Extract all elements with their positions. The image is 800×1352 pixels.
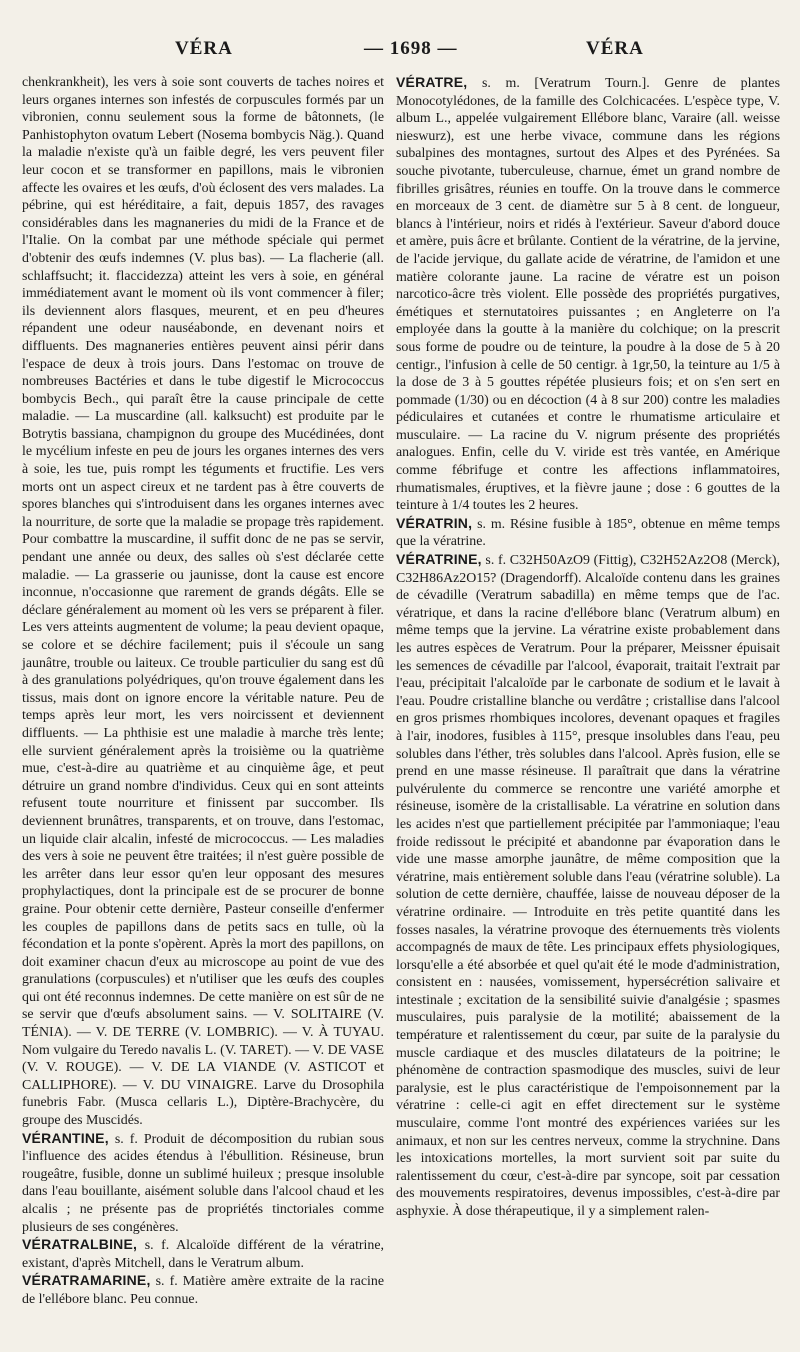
headword: VÉRATRIN, <box>396 514 473 531</box>
entry-veratre <box>396 74 780 515</box>
entry-veratrin <box>396 515 780 551</box>
running-header <box>20 38 782 64</box>
header-left-word: VÉRA <box>175 38 233 59</box>
entry-body: s. f. Matière amère extraite de la racine de l'ellébore blanc. Peu connue. <box>22 1274 384 1307</box>
headword: VÉRATRALBINE, <box>22 1236 138 1253</box>
headword: VÉRATRAMARINE, <box>22 1272 151 1289</box>
entry-continuation: chenkrankheit), les vers à soie sont couverts de taches noires et leurs organes internes son infestés de corpuscules formés par un vibronien, connu seulement sous la forme de bâtonnets, (le Panhistophyton ovatum Lebert (Nosema bombycis Näg.). Quand la maladie n'existe qu'à un faible degré, les vers peuvent filer leur cocon et se transformer en papillons, mais le vibronien affecte les ovaires et les œufs, d'où éclosent des vers malades. La pébrine, qui est héréditaire, a fait, depuis 1857, des ravages considérables dans les magnaneries du midi de la France et de l'Italie. On la combat par une méthode spéciale qui permet d'obtenir des œufs indemnes (V. plus bas). — La flacherie (all. schlaffsucht; it. flaccidezza) atteint les vers à soie, en général immédiatement avant le moment où ils vont commencer à filer; ils deviennent alors flasques, meurent, et en peu d'heures répandent une odeur nauséabonde, en devenant noirs et diffluents. Des magnaneries entières peuvent ainsi périr dans l'espace de deux à trois jours. Dans l'estomac on trouve de nombreuses Bactéries et dans le tube digestif le Micrococcus bombycis Bech., qui paraît être la cause principale de cette maladie. — La muscardine (all. kalksucht) est produite par le Botrytis bassiana, champignon du groupe des Mucédinées, dont le mycélium infeste en peu de jours les organes internes des vers à soie, les tue, puis rompt les téguments et fructifie. Les vers morts ont un aspect cireux et ne tardent pas à être couverts de spores blanches qui s'introduisent dans les organes internes avec la nourriture, de sorte que la maladie se propage très rapidement. Pour combattre la muscardine, il suffit donc de ne pas se servir, pendant une année ou deux, des salles où s'est déclarée cette maladie. — La grasserie ou jaunisse, dont la cause est encore inconnue, n'occasionne que rarement de grands dégâts. Elle se déclare généralement au moment où les vers se préparent à filer. Les vers atteints augmentent de volume; la peau devient opaque, se colore et se déchire facilement; puis il s'écoule un sang jaunâtre, trouble ou laiteux. Ce trouble particulier du sang est dû à des granulations polyédriques, qu'on trouve également dans les tissus, mais dont on ignore encore la véritable nature. Peu de temps après leur mort, les vers noircissent et deviennent diffluents. — La phthisie est une maladie à marche très lente; elle survient généralement après la troisième ou la quatrième mue, c'est-à-dire au quatrième et au cinquième âge, et peut détruire un grand nombre d'individus. Ceux qui en sont atteints refusent toute nourriture et finissent par succomber. Ils deviennent brunâtres, transparents, et on trouve, dans l'estomac, un liquide clair alcalin, infesté de micrococcus. — Les maladies des vers à soie ne peuvent être traitées; il n'est guère possible de les arrêter dans leur essor qu'en leur opposant des mesures prophylactiques, dont la principale est de se procurer de bonne graine. Pour obtenir cette dernière, Pasteur conseille d'enfermer les couples de papillons dans de petits sacs en tulle, où la fécondation et la ponte s'opèrent. Après la mort des papillons, on doit examiner chacun d'eux au microscope au point de vue des granulations (corpuscules) et n'utiliser que les œufs des couples qui ont été reconnus indemnes. De cette manière on est sûr de ne se servir que d'œufs absolument sains. — V. SOLITAIRE (V. TÉNIA). — V. DE TERRE (V. LOMBRIC). — V. À TUYAU. Nom vulgaire du Teredo navalis L. (V. TARET). — V. DE VASE (V. V. ROUGE). — V. DE LA VIANDE (V. ASTICOT et CALLIPHORE). — V. DU VINAIGRE. Larve du Drosophila funebris Fabr. (Musca cellaris L.), Diptère-Brachycère, du groupe des Muscidés. <box>22 75 384 1129</box>
entry-veratrine <box>396 551 780 1221</box>
headword: VÉRATRE, <box>396 74 468 90</box>
entry-body: s. f. Alcaloïde différent de la vératrine, existant, d'après Mitchell, dans le Veratrum album. <box>22 1238 384 1271</box>
headword: VÉRATRINE, <box>396 551 482 568</box>
column-divider <box>388 74 389 1314</box>
headword: VÉRANTINE, <box>22 1129 109 1146</box>
entry-body: s. m. [Veratrum Tourn.]. Genre de plantes Monocotylédones, de la famille des Colchicacées. L'espèce type, V. album L., appelée vulgairement Ellébore blanc, Varaire (all. weisse nieswurz), est une herbe vivace, commune dans les régions subalpines des montagnes, surtout des Alpes et des Pyrénées. Sa souche pivotante, tuberculeuse, charnue, émet un grand nombre de fibrilles grisâtres, réunies en touffe. On la trouve dans le commerce en morceaux de 3 cent. de diamètre sur 5 à 8 cent. de longueur, blancs à l'intérieur, noirs et ridés à l'extérieur. Saveur d'abord douce et amère, puis âcre et brûlante. Contient de la vératrine, de la jervine, de l'acide jervique, du gallate acide de vératrine, de l'amidon et une matière colorante jaune. La racine de vératre est un poison narcotico-âcre très violent. Elle possède des propriétés purgatives, émétiques et sternutatoires puissantes ; en Angleterre on l'a employée dans la goutte à la manière du colchique; on la prescrit sous forme de poudre ou de teinture, la poudre à la dose de 5 à 20 centigr., l'infusion à celle de 50 centigr. à 1gr,50, la teinture au 1/5 à la dose de 3 à 5 gouttes répétée plusieurs fois; et on s'en sert en pommade (1/30) ou en décoction (4 à 8 sur 200) contre les maladies pédiculaires et cutanées et contre le rhumatisme articulaire et musculaire. — La racine du V. nigrum présente des propriétés analogues. Enfin, celle du V. viride est très vantée, en Amérique comme fébrifuge et contre les affections inflammatoires, rhumatismales, éruptives, et la fièvre jaune ; dose : 6 gouttes de la teinture à 1/4 toutes les 2 heures. <box>396 76 780 514</box>
header-right-word: VÉRA <box>586 38 644 59</box>
left-column <box>22 74 384 1309</box>
entry-verantine <box>22 1130 384 1237</box>
entry-veratramarine <box>22 1272 384 1308</box>
entry-body: s. m. Résine fusible à 185°, obtenue en même temps que la vératrine. <box>396 516 780 550</box>
entry-body: s. f. Produit de décomposition du rubian sous l'influence des acides étendus à l'ébullition. Résineuse, brun rougeâtre, fusible, donne un sublimé huileux ; presque insoluble dans l'eau bouillante, aisément soluble dans l'alcool chaud et les alcalis ; ne présente pas de propriétés tinctoriales comme plusieurs de ses congénères. <box>22 1131 384 1235</box>
page-number: — 1698 — <box>364 38 458 59</box>
entry-body: s. f. C32H50AzO9 (Fittig), C32H52Az2O8 (Merck), C32H86Az2O15? (Dragendorff). Alcaloïde contenu dans les graines de cévadille (Veratrum sabadilla) en même temps que de l'ac. vératrique, et dans la racine d'ellébore blanc (Veratrum album) en même temps que la jervine. La vératrine existe probablement dans les autres espèces de Veratrum. Pour la préparer, Meissner épuisait les semences de cévadille par l'alcool, évaporait, traitait l'extrait par l'eau, précipitait l'alcaloïde par le carbonate de sodium et le lavait à l'eau. Poudre cristalline blanche ou verdâtre ; cristallise dans l'alcool en gros prismes rhombiques incolores, devenant opaques et fragiles à l'air, inodores, fusibles à 115°, presque insolubles dans l'eau, peu solubles dans l'éther, très solubles dans l'alcool. Après fusion, elle se prend en une masse résineuse. Il paraîtrait que dans la vératrine pulvérulente du commerce se rencontre une variété amorphe et résineuse, isomère de la cristallisable. La vératrine en solution dans les acides n'est que partiellement précipitée par l'ammoniaque; l'eau froide redissout le précipité et abandonne par évaporation dans le vide une masse amorphe jaunâtre, de même composition que la vératrine, mais entièrement soluble dans l'eau (vératrine soluble). La solution de cette dernière, chauffée, laisse de nouveau déposer de la vératrine ordinaire. — Introduite en très petite quantité dans les fosses nasales, la vératrine provoque des éternuements très violents accompagnés de maux de tête. Les principaux effets physiologiques, lorsqu'elle a été absorbée et quel qu'ait été le mode d'administration, consistent en : nausées, vomissement, hypersécrétion salivaire et intestinale ; excitation de la sensibilité suivie d'analgésie ; spasmes musculaires, puis paralysie de la motilité; abaissement de la température et ralentissement du cœur, par suite de la paralysie du muscle cardiaque et des muscles dilatateurs de la poitrine; le phénomène de contraction spasmodique des muscles, suivi de leur paralysie, est le plus caractéristique de l'empoisonnement par la vératrine : celle-ci agit en effet directement sur le système musculaire, comme l'ont montré des expériences variées sur les animaux, et non sur les centres nerveux, comme la strychnine. Dans les intoxications mortelles, la mort survient soit par suite du ralentissement du cœur, c'est-à-dire par syncope, soit par cessation des mouvements respiratoires, devenus impossibles, c'est-à-dire par asphyxie. À dose thérapeutique, il y a simplement ralen- <box>396 553 780 1219</box>
entry-veratralbine <box>22 1236 384 1272</box>
right-column <box>396 74 780 1221</box>
